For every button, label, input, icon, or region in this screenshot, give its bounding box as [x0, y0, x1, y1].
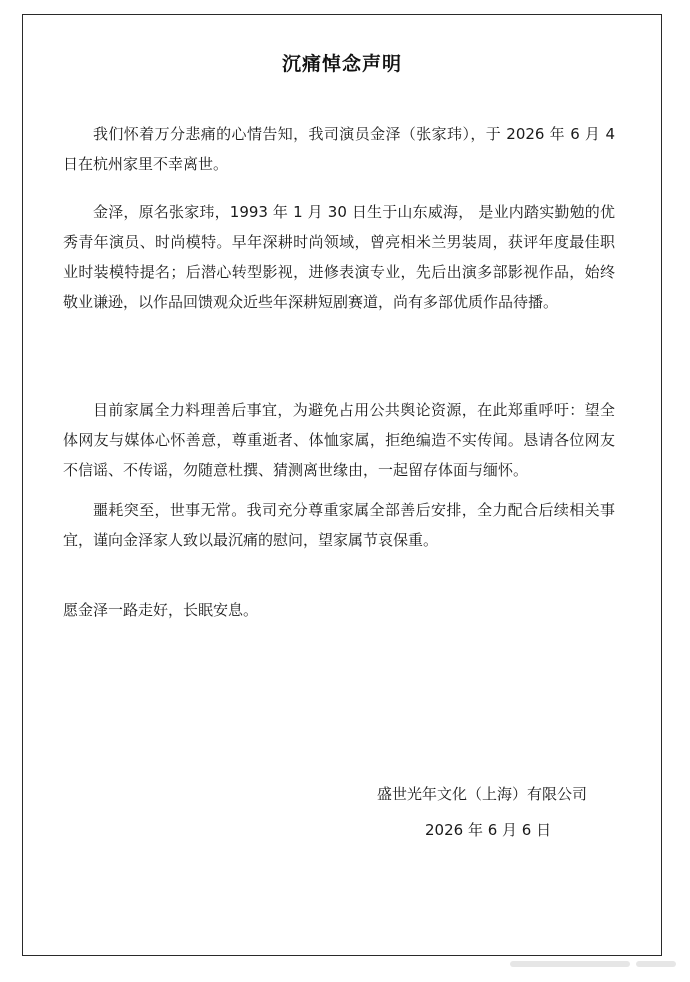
closing-line: 愿金泽一路走好，长眠安息。: [63, 601, 259, 619]
statement-page: [22, 14, 662, 956]
statement-date: 2026 年 6 月 6 日: [425, 821, 552, 839]
statement-title: 沉痛悼念声明: [281, 53, 402, 75]
watermark-mark-icon: [490, 955, 680, 973]
paragraph-announcement: 我们怀着万分悲痛的心情告知，我司演员金泽（张家玮），于 2026 年 6 月 4 日在杭州家里不幸离世。: [63, 125, 615, 173]
watermark: [490, 955, 680, 973]
company-signature: 盛世光年文化（上海）有限公司: [377, 785, 588, 803]
paragraph-biography: 金泽，原名张家玮，1993 年 1 月 30 日生于山东威海， 是业内踏实勤勉的优秀青年演员、时尚模特。早年深耕时尚领域，曾亮相米兰男装周，获评年度最佳职业时装模特提名；后潜心转型影视，进修表演专业，先后出演多部影视作品，始终敬业谦逊，以作品回馈观众近些年深耕短剧赛道，尚有多部优质作品待播。: [63, 203, 615, 311]
paragraph-appeal: 目前家属全力料理善后事宜，为避免占用公共舆论资源，在此郑重呼吁：望全体网友与媒体心怀善意，尊重逝者、体恤家属，拒绝编造不实传闻。恳请各位网友不信谣、不传谣，勿随意杜撰、猜测离世缘由，一起留存体面与缅怀。: [63, 401, 615, 479]
paragraph-condolence: 噩耗突至，世事无常。我司充分尊重家属全部善后安排，全力配合后续相关事宜，谨向金泽家人致以最沉痛的慰问，望家属节哀保重。: [63, 501, 615, 549]
